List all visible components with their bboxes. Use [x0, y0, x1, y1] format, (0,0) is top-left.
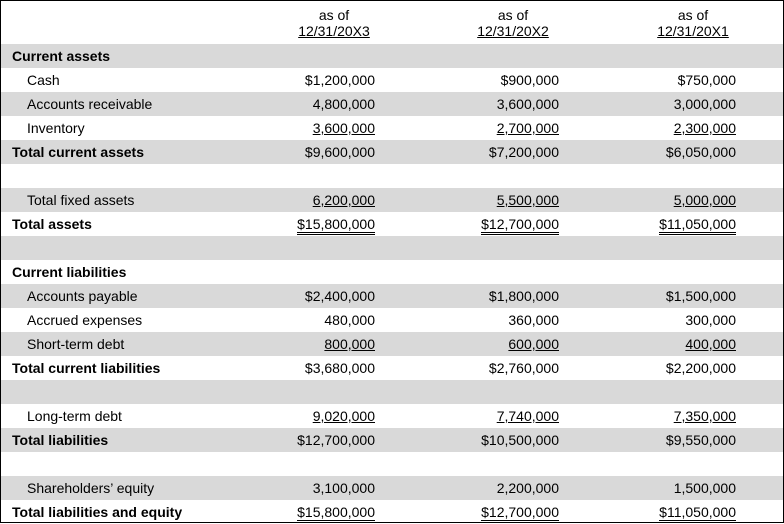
row-label: Short-term debt	[27, 336, 125, 352]
value-text: $15,800,000	[297, 504, 375, 523]
table-row	[1, 116, 783, 140]
row-value	[596, 212, 736, 236]
table-row	[1, 140, 783, 164]
value-text: 5,000,000	[673, 192, 736, 208]
row-value	[235, 140, 375, 164]
column-header-line1: as of	[677, 7, 709, 23]
row-value	[235, 116, 375, 140]
value-text: 3,000,000	[673, 96, 736, 112]
row-value	[235, 212, 375, 236]
value-text: $900,000	[500, 72, 559, 88]
value-text: $1,200,000	[304, 72, 375, 88]
value-text: $12,700,000	[481, 216, 559, 235]
row-value	[419, 476, 559, 500]
value-text: 3,600,000	[312, 120, 375, 136]
row-value	[596, 500, 736, 524]
row-value	[419, 332, 559, 356]
row-value	[596, 116, 736, 140]
value-text: 9,020,000	[312, 408, 375, 424]
table-row	[1, 68, 783, 92]
table-row	[1, 188, 783, 212]
table-row	[1, 236, 783, 260]
value-text: $12,700,000	[481, 504, 559, 523]
value-text: 400,000	[685, 336, 736, 352]
row-value	[419, 188, 559, 212]
row-value	[419, 404, 559, 428]
row-value	[419, 284, 559, 308]
row-value	[235, 476, 375, 500]
column-header-row	[1, 1, 783, 44]
column-header-line1: as of	[497, 7, 529, 23]
value-text: 360,000	[508, 312, 559, 328]
row-label: Accounts payable	[27, 288, 138, 304]
table-row	[1, 164, 783, 188]
value-text: 2,700,000	[496, 120, 559, 136]
column-header-20x2	[423, 7, 603, 39]
row-label: Total fixed assets	[27, 192, 135, 208]
value-text: 4,800,000	[312, 96, 375, 112]
value-text: 600,000	[508, 336, 559, 352]
column-header-20x3	[244, 7, 424, 39]
row-value	[235, 356, 375, 380]
table-row	[1, 260, 783, 284]
row-value	[235, 68, 375, 92]
row-label: Long-term debt	[27, 408, 122, 424]
row-value	[235, 92, 375, 116]
value-text: 7,350,000	[673, 408, 736, 424]
row-value	[419, 140, 559, 164]
row-value	[596, 404, 736, 428]
row-value	[596, 188, 736, 212]
row-label: Total assets	[12, 216, 92, 232]
value-text: $11,050,000	[659, 504, 736, 523]
value-text: $3,680,000	[304, 360, 375, 376]
table-row	[1, 284, 783, 308]
row-value	[419, 92, 559, 116]
row-value	[596, 284, 736, 308]
row-value	[235, 428, 375, 452]
value-text: $11,050,000	[659, 216, 736, 235]
table-row	[1, 428, 783, 452]
value-text: $1,800,000	[488, 288, 559, 304]
row-value	[235, 284, 375, 308]
column-header-date: 12/31/20X1	[657, 23, 729, 39]
row-value	[235, 500, 375, 524]
row-value	[596, 476, 736, 500]
row-value	[235, 332, 375, 356]
value-text: $15,800,000	[297, 216, 375, 235]
value-text: 5,500,000	[496, 192, 559, 208]
row-value	[596, 68, 736, 92]
value-text: $9,600,000	[304, 144, 375, 160]
row-label: Current liabilities	[12, 264, 127, 280]
value-text: 1,500,000	[673, 480, 736, 496]
table-row	[1, 380, 783, 404]
value-text: 6,200,000	[312, 192, 375, 208]
row-value	[419, 428, 559, 452]
row-label: Total liabilities and equity	[12, 504, 183, 520]
table-row	[1, 404, 783, 428]
row-value	[596, 140, 736, 164]
row-label: Cash	[27, 72, 60, 88]
row-value	[596, 356, 736, 380]
row-value	[419, 116, 559, 140]
table-row	[1, 356, 783, 380]
value-text: $2,200,000	[665, 360, 736, 376]
row-value	[235, 308, 375, 332]
row-value	[235, 404, 375, 428]
table-row	[1, 332, 783, 356]
value-text: $2,760,000	[488, 360, 559, 376]
value-text: 480,000	[324, 312, 375, 328]
value-text: 3,100,000	[312, 480, 375, 496]
value-text: $750,000	[677, 72, 736, 88]
row-value	[419, 356, 559, 380]
row-label: Shareholders’ equity	[27, 480, 155, 496]
row-label: Total current liabilities	[12, 360, 161, 376]
column-header-date: 12/31/20X3	[298, 23, 370, 39]
row-label: Inventory	[27, 120, 85, 136]
column-header-date: 12/31/20X2	[477, 23, 549, 39]
table-row	[1, 308, 783, 332]
row-value	[419, 68, 559, 92]
table-row	[1, 212, 783, 236]
row-label: Total liabilities	[12, 432, 109, 448]
table-row	[1, 452, 783, 476]
table-row	[1, 44, 783, 68]
value-text: $7,200,000	[488, 144, 559, 160]
row-value	[596, 92, 736, 116]
value-text: 300,000	[685, 312, 736, 328]
row-value	[419, 212, 559, 236]
row-value	[235, 188, 375, 212]
value-text: $2,400,000	[304, 288, 375, 304]
column-header-20x1	[603, 7, 783, 39]
row-label: Accrued expenses	[27, 312, 143, 328]
table-row	[1, 476, 783, 500]
value-text: 800,000	[324, 336, 375, 352]
row-value	[419, 500, 559, 524]
column-header-line1: as of	[318, 7, 350, 23]
row-value	[596, 332, 736, 356]
value-text: 2,200,000	[496, 480, 559, 496]
row-label: Current assets	[12, 48, 111, 64]
row-label: Accounts receivable	[27, 96, 153, 112]
row-value	[596, 428, 736, 452]
value-text: $6,050,000	[665, 144, 736, 160]
row-label: Total current assets	[12, 144, 145, 160]
value-text: 2,300,000	[673, 120, 736, 136]
value-text: $9,550,000	[665, 432, 736, 448]
value-text: $1,500,000	[665, 288, 736, 304]
table-row	[1, 500, 783, 524]
value-text: $10,500,000	[481, 432, 559, 448]
row-value	[419, 308, 559, 332]
row-value	[596, 308, 736, 332]
value-text: 3,600,000	[496, 96, 559, 112]
value-text: $12,700,000	[297, 432, 375, 448]
value-text: 7,740,000	[496, 408, 559, 424]
table-row	[1, 92, 783, 116]
